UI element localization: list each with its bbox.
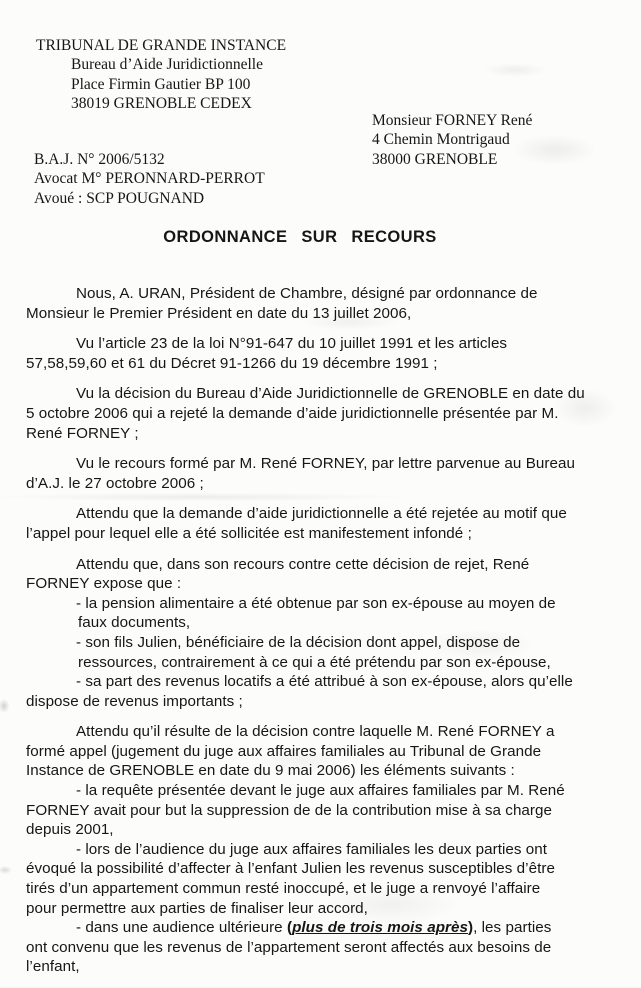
court-address-block	[36, 36, 286, 114]
text-line: dispose de revenus importants ;	[26, 692, 243, 710]
document-body	[26, 284, 632, 988]
court-name: TRIBUNAL DE GRANDE INSTANCE	[36, 37, 287, 54]
text-line: formé appel (jugement du juge aux affaires familiales au Tribunal de Grande	[26, 742, 542, 760]
paragraph	[26, 284, 632, 323]
text-line: FORNEY expose que :	[26, 575, 182, 593]
text-line: pour permettre aux parties de finaliser leur accord,	[26, 899, 368, 917]
text-line: - dans une audience ultérieure (plus de trois mois après), les parties	[76, 919, 552, 937]
text-line: FORNEY avait pour but la suppression de de la contribution mise à sa charge	[26, 801, 553, 819]
text-line: ressources, contrairement à ce qui a été prétendu par son ex-épouse,	[78, 653, 551, 671]
text-line: - lors de l’audience du juge aux affaires familiales les deux parties ont	[76, 840, 548, 858]
text-line: l’enfant,	[26, 958, 80, 976]
text-line: d’A.J. le 27 octobre 2006 ;	[26, 474, 204, 492]
recipient-city: 38000 GRENOBLE	[372, 150, 498, 168]
text-line: Vu le recours formé par M. René FORNEY, par lettre parvenue au Bureau	[76, 455, 575, 473]
text-line: Instance de GRENOBLE en date du 9 mai 2006) les éléments suivants :	[26, 762, 515, 780]
text-line: - la requête présentée devant le juge aux affaires familiales par M. René	[76, 782, 565, 800]
text-line: Vu l’article 23 de la loi N°91-647 du 10 juillet 1991 et les articles	[76, 335, 508, 353]
text-line: - la pension alimentaire a été obtenue par son ex-épouse au moyen de	[76, 594, 556, 612]
text-line: - sa part des revenus locatifs a été attribué à son ex-épouse, alors qu’elle	[76, 673, 573, 691]
text-line: évoqué la possibilité d’affecter à l’enfant Julien les revenus susceptibles d’être	[26, 860, 555, 878]
recipient-address-block	[372, 111, 532, 169]
paragraph	[26, 384, 632, 443]
paragraph	[26, 334, 632, 373]
text-line: 5 octobre 2006 qui a rejeté la demande d’aide juridictionnelle présentée par M.	[26, 404, 559, 422]
case-reference-block	[34, 150, 265, 208]
paragraph	[26, 454, 632, 493]
court-city: 38019 GRENOBLE CEDEX	[71, 95, 252, 113]
case-avocat: Avocat M° PERONNARD-PERROT	[34, 170, 265, 188]
text-line: ont convenu que les revenus de l’appartement seront affectés aux besoins de	[26, 938, 552, 956]
text-line: Attendu que la demande d’aide juridictionnelle a été rejetée au motif que	[76, 505, 567, 523]
text-line: 57,58,59,60 et 61 du Décret 91-1266 du 19 décembre 1991 ;	[26, 354, 438, 372]
recipient-name: Monsieur FORNEY René	[372, 112, 533, 129]
paragraph	[26, 504, 632, 543]
text-line: tirés d’un appartement commun resté inoccupé, et le juge a renvoyé l’affaire	[26, 880, 541, 898]
text-line: Vu la décision du Bureau d’Aide Juridictionnelle de GRENOBLE en date du	[76, 385, 585, 403]
text-line: René FORNEY ;	[26, 424, 139, 442]
recipient-street: 4 Chemin Montrigaud	[372, 131, 510, 149]
text-line: Nous, A. URAN, Président de Chambre, désigné par ordonnance de	[76, 285, 538, 302]
case-avoue: Avoué : SCP POUGNAND	[34, 189, 205, 207]
court-street: Place Firmin Gautier BP 100	[71, 75, 251, 93]
document-title: ORDONNANCE SUR RECOURS	[163, 228, 437, 246]
text-line: - son fils Julien, bénéficiaire de la décision dont appel, dispose de	[76, 633, 521, 651]
text-line: faux documents,	[78, 614, 191, 632]
text-line: Attendu que, dans son recours contre cette décision de rejet, René	[76, 555, 530, 573]
court-bureau: Bureau d’Aide Juridictionnelle	[71, 56, 263, 74]
paragraph	[26, 722, 632, 977]
text-line: depuis 2001,	[26, 821, 114, 839]
paragraph	[26, 555, 632, 712]
text-line: Monsieur le Premier Président en date du 13 juillet 2006,	[26, 304, 412, 322]
text-line: l’appel pour lequel elle a été sollicitée est manifestement infondé ;	[26, 524, 472, 542]
case-number: B.A.J. N° 2006/5132	[34, 151, 165, 168]
text-line: Attendu qu’il résulte de la décision contre laquelle M. René FORNEY a	[76, 723, 555, 741]
